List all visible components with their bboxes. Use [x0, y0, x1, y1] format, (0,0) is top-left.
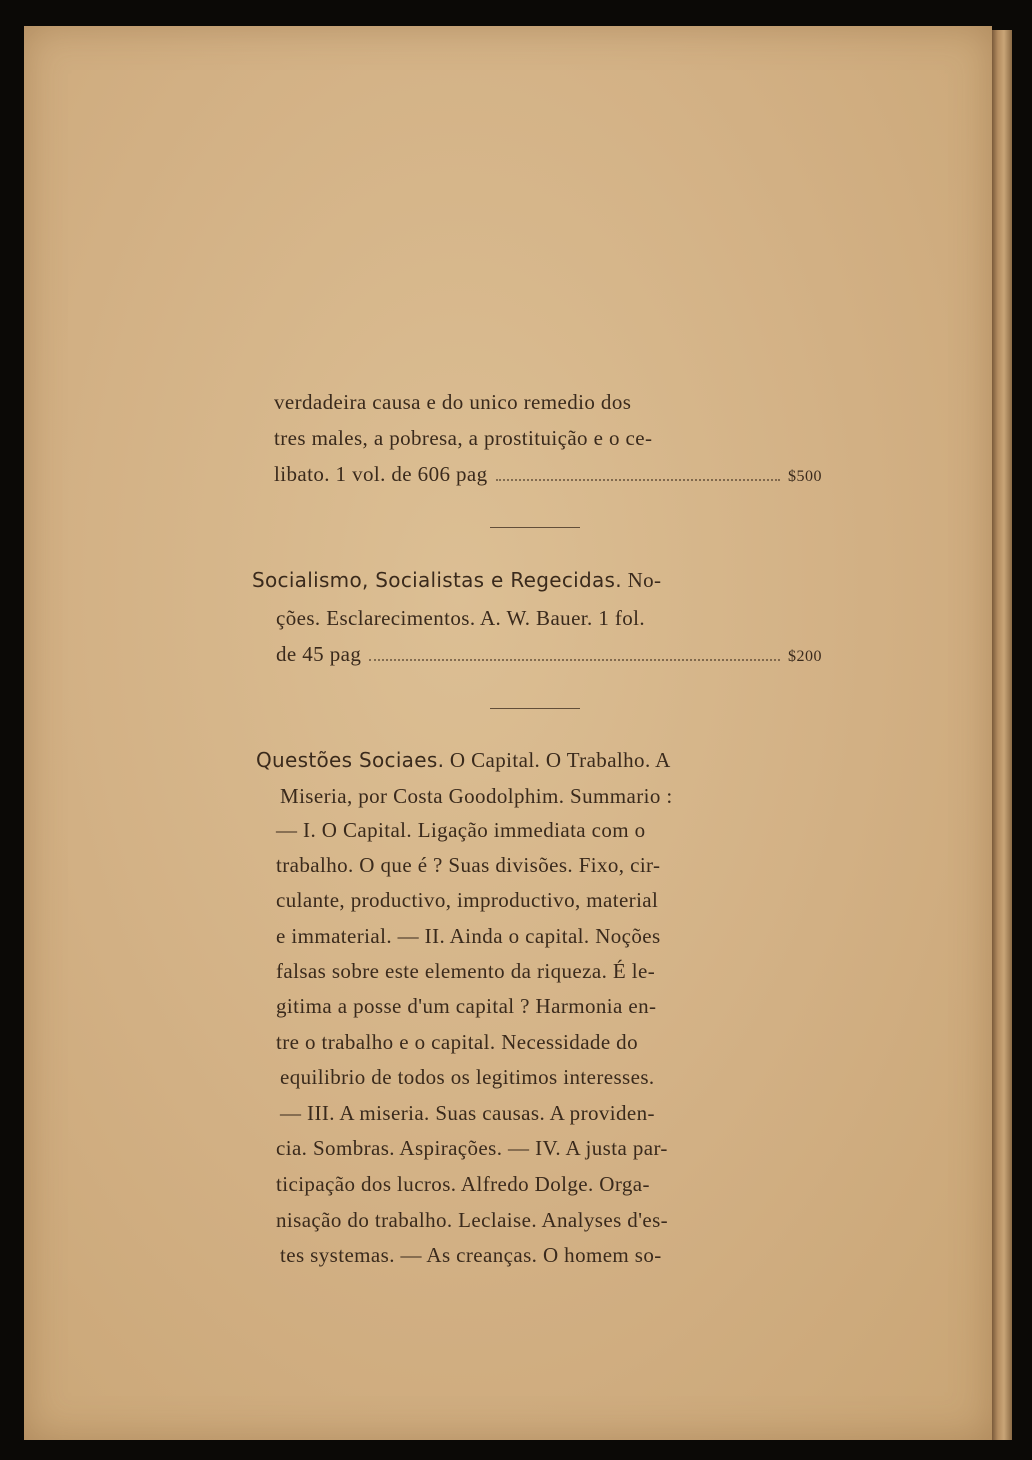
entry-3-line-6: falsas sobre este elemento da riqueza. É le- [276, 959, 656, 983]
entry-3-line-10: — III. A miseria. Suas causas. A providen- [280, 1101, 655, 1125]
entry-3-line-12: ticipação dos lucros. Alfredo Dolge. Orga- [276, 1172, 650, 1196]
entry-2-title-rest: No- [627, 568, 662, 592]
entry-3-title-line [256, 748, 671, 773]
entry-1-line-3: libato. 1 vol. de 606 pag [274, 462, 488, 486]
entry-3-line-2: — I. O Capital. Ligação immediata com o [276, 818, 646, 842]
entry-3-title: Questões Sociaes. [256, 748, 445, 772]
entry-3-title-rest: O Capital. O Trabalho. A [449, 748, 671, 772]
entry-3-line-5: e immaterial. — II. Ainda o capital. Noções [276, 924, 661, 948]
entry-3-line-11: cia. Sombras. Aspirações. — IV. A justa par- [276, 1136, 668, 1160]
separator-rule-2 [490, 708, 580, 709]
entry-3-line-9: equilibrio de todos os legitimos interesses. [280, 1065, 655, 1089]
entry-2-price: $200 [788, 648, 822, 665]
page-edge [992, 30, 1012, 1440]
entry-3-line-8: tre o trabalho e o capital. Necessidade do [276, 1030, 638, 1054]
entry-1-line-1: verdadeira causa e do unico remedio dos [274, 390, 632, 414]
entry-2-title-line [252, 568, 752, 593]
entry-1-line-2: tres males, a pobresa, a prostituição e o ce- [274, 426, 653, 450]
entry-2-title: Socialismo, Socialistas e Regecidas. [252, 568, 622, 592]
entry-2-line-1: ções. Esclarecimentos. A. W. Bauer. 1 fol. [276, 606, 646, 630]
entry-3-line-14: tes systemas. — As creanças. O homem so- [280, 1243, 662, 1267]
entry-2-line-2: de 45 pag [276, 642, 362, 666]
entry-3-line-13: nisação do trabalho. Leclaise. Analyses d'es- [276, 1208, 669, 1232]
entry-3-line-7: gitima a posse d'um capital ? Harmonia en- [276, 994, 657, 1018]
scan-border [1012, 20, 1032, 1460]
entry-3-line-1: Miseria, por Costa Goodolphim. Summario : [280, 784, 673, 808]
entry-2-price-line [276, 642, 822, 667]
separator-rule-1 [490, 527, 580, 528]
entry-3-line-4: culante, productivo, improductivo, material [276, 888, 659, 912]
dot-leader [496, 479, 780, 481]
entry-3-line-3: trabalho. O que é ? Suas divisões. Fixo, cir- [276, 853, 661, 877]
entry-1-price: $500 [788, 468, 822, 485]
dot-leader [369, 659, 780, 661]
entry-1-price-line [274, 462, 822, 487]
